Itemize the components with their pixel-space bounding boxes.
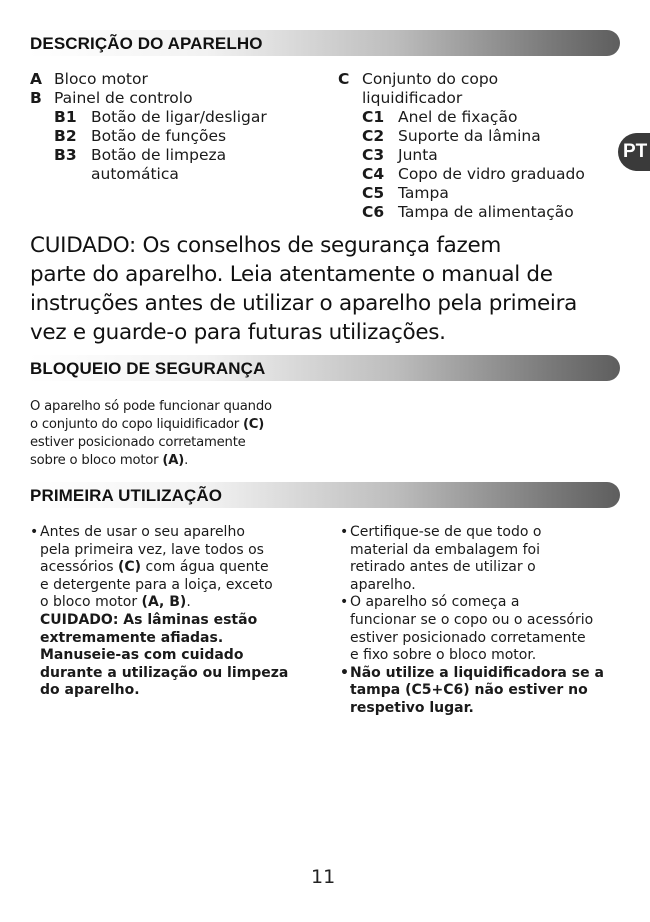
first-use-right: [340, 524, 604, 718]
warning-line: Não utilize a liquidificadora se a: [350, 664, 604, 681]
part-label: Suporte da lâmina: [398, 127, 541, 145]
list-item: [30, 146, 267, 165]
text-line: Antes de usar o seu aparelho: [40, 524, 245, 540]
part-label: Bloco motor: [54, 70, 148, 88]
language-tab-label: PT: [623, 141, 648, 162]
safety-lock-text: [30, 398, 272, 470]
part-label: Painel de controlo: [54, 89, 193, 107]
text-run: sobre o bloco motor: [30, 453, 163, 468]
part-label: Tampa de alimentação: [398, 203, 574, 221]
part-code: C1: [362, 108, 385, 126]
language-tab: [618, 133, 650, 171]
part-code: C: [338, 70, 350, 88]
warning-line: extremamente afiadas.: [40, 629, 224, 646]
part-label-cont: automática: [91, 165, 179, 183]
part-code: B3: [54, 146, 77, 164]
parts-list-left: [30, 70, 267, 184]
text-run: com água quente: [141, 559, 269, 576]
section-title: DESCRIÇÃO DO APARELHO: [30, 34, 263, 53]
text-line: material da embalagem foi: [350, 541, 540, 558]
text-run-bold: (C): [242, 417, 265, 432]
text-run: .: [184, 453, 189, 468]
text-run: .: [186, 594, 191, 611]
list-item: [338, 203, 585, 222]
caution-line: vez e guarde-o para futuras utilizações.: [30, 320, 446, 345]
list-item: [338, 146, 585, 165]
text-run: acessórios: [40, 559, 118, 576]
list-item: [30, 108, 267, 127]
section-title: BLOQUEIO DE SEGURANÇA: [30, 359, 266, 378]
text-line: [30, 452, 272, 470]
bullet-icon: •: [340, 594, 349, 611]
text-run: o bloco motor: [40, 594, 142, 611]
section-header-safety-lock: [28, 355, 620, 381]
list-item: [338, 70, 585, 89]
part-label: Botão de limpeza: [91, 146, 227, 164]
list-item: [338, 108, 585, 127]
text-line: [40, 559, 288, 577]
list-item: [338, 184, 585, 203]
text-line: estiver posicionado corretamente: [30, 435, 246, 450]
list-item: [338, 165, 585, 184]
caution-line: instruções antes de utilizar o aparelho pela primeira: [30, 291, 577, 316]
text-line: Certifique-se de que todo o: [350, 524, 542, 540]
text-line: [40, 594, 288, 612]
warning-line: Manuseie-as com cuidado: [40, 647, 244, 664]
bullet-icon: •: [340, 664, 349, 681]
part-code: B: [30, 89, 42, 107]
bullet-item: [30, 524, 288, 700]
text-run: o conjunto do copo liquidificador: [30, 417, 243, 432]
text-run-bold: (A, B): [141, 594, 187, 611]
text-line: O aparelho só começa a: [350, 594, 520, 611]
parts-list-right: [338, 70, 585, 222]
part-label: Botão de funções: [91, 127, 227, 145]
list-item: [30, 127, 267, 146]
warning-line: CUIDADO: As lâminas estão: [40, 611, 258, 628]
text-line: retirado antes de utilizar o: [350, 559, 536, 576]
part-code: C6: [362, 203, 385, 221]
bullet-item: [340, 524, 604, 594]
text-line: estiver posicionado corretamente: [350, 629, 586, 646]
bullet-item: [340, 594, 604, 664]
list-item: [30, 89, 267, 108]
part-code: C3: [362, 146, 385, 164]
caution-line: CUIDADO: Os conselhos de segurança fazem: [30, 233, 502, 258]
part-label: Conjunto do copo: [362, 70, 499, 88]
text-line: funcionar se o copo ou o acessório: [350, 611, 594, 628]
text-run-bold: (C): [118, 559, 142, 576]
bullet-item-warning: [340, 665, 604, 718]
part-code: B1: [54, 108, 77, 126]
part-code: C4: [362, 165, 385, 183]
caution-paragraph: [30, 231, 630, 347]
first-use-left: [30, 524, 288, 700]
caution-line: parte do aparelho. Leia atentamente o manual de: [30, 262, 553, 287]
text-line: aparelho.: [350, 576, 416, 593]
text-line: e detergente para a loiça, exceto: [40, 576, 273, 593]
part-label-cont: liquidificador: [362, 89, 463, 107]
page-number: 11: [311, 866, 336, 888]
warning-line: respetivo lugar.: [350, 699, 474, 716]
text-line: pela primeira vez, lave todos os: [40, 541, 264, 558]
bullet-icon: •: [340, 524, 349, 540]
section-header-description: [28, 30, 620, 56]
warning-line: tampa (C5+C6) não estiver no: [350, 682, 588, 699]
part-label: Junta: [398, 146, 438, 164]
warning-line: do aparelho.: [40, 682, 140, 699]
part-code: C2: [362, 127, 385, 145]
list-item-continuation: [338, 89, 585, 108]
section-header-first-use: [28, 482, 620, 508]
list-item: [30, 70, 267, 89]
part-code: A: [30, 70, 42, 88]
bullet-icon: •: [30, 524, 39, 540]
part-label: Tampa: [398, 184, 449, 202]
part-label: Copo de vidro graduado: [398, 165, 585, 183]
part-code: B2: [54, 127, 77, 145]
text-line: [30, 416, 272, 434]
part-code: C5: [362, 184, 385, 202]
text-line: O aparelho só pode funcionar quando: [30, 399, 272, 414]
section-title: PRIMEIRA UTILIZAÇÃO: [30, 486, 223, 505]
part-label: Anel de fixação: [398, 108, 518, 126]
warning-line: durante a utilização ou limpeza: [40, 664, 289, 681]
text-line: e fixo sobre o bloco motor.: [350, 647, 537, 664]
text-run-bold: (A): [162, 453, 185, 468]
list-item: [338, 127, 585, 146]
part-label: Botão de ligar/desligar: [91, 108, 267, 126]
list-item-continuation: [30, 165, 267, 184]
